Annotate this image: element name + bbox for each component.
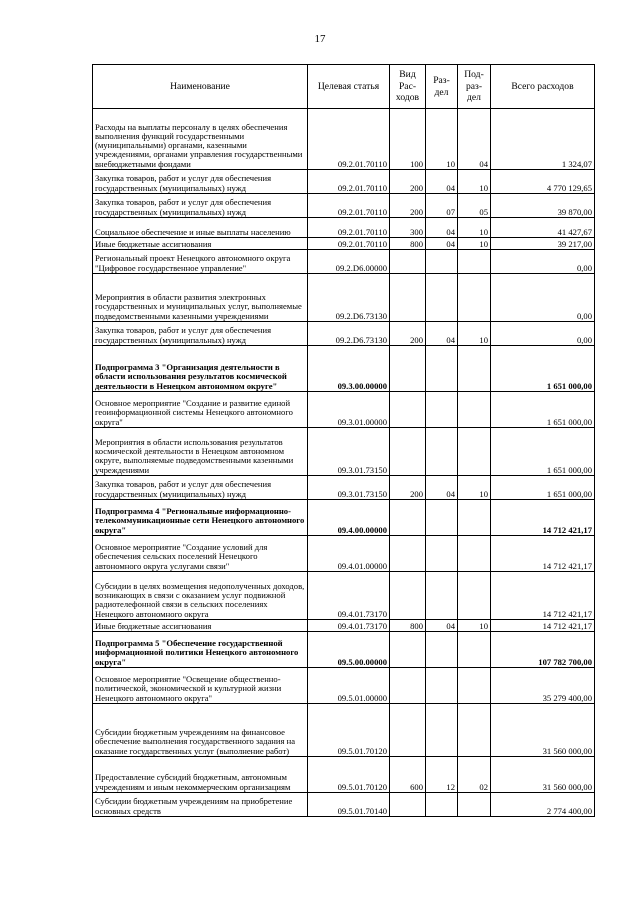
row-section bbox=[426, 793, 458, 817]
row-subsection: 10 bbox=[458, 620, 491, 632]
row-target-article: 09.2.01.70110 bbox=[308, 238, 390, 250]
row-name: Подпрограмма 5 "Обеспечение государственной информационной политики Ненецкого автономного округа" bbox=[93, 632, 308, 668]
row-name: Подпрограмма 4 "Региональные информационно-телекоммуникационные сети Ненецкого автономного округа" bbox=[93, 500, 308, 536]
row-name: Иные бюджетные ассигнования bbox=[93, 238, 308, 250]
row-subsection: 10 bbox=[458, 238, 491, 250]
row-expense-type: 600 bbox=[390, 757, 426, 793]
row-name: Подпрограмма 3 "Организация деятельности в области использования результатов космической деятельности в Ненецком автономном округе" bbox=[93, 346, 308, 392]
row-expense-type: 800 bbox=[390, 238, 426, 250]
row-name: Субсидии в целях возмещения недополученных доходов, возникающих в связи с оказанием услуг подвижной радиотелефонной связи в сельских поселениях Ненецкого автономного округа bbox=[93, 572, 308, 620]
row-expense-type: 800 bbox=[390, 620, 426, 632]
row-subsection bbox=[458, 793, 491, 817]
table-row bbox=[93, 322, 595, 346]
row-subsection bbox=[458, 250, 491, 274]
table-row bbox=[93, 500, 595, 536]
row-section bbox=[426, 536, 458, 572]
row-subsection: 10 bbox=[458, 170, 491, 194]
row-name: Региональный проект Ненецкого автономного округа "Цифровое государственное управление" bbox=[93, 250, 308, 274]
row-section bbox=[426, 704, 458, 757]
row-name: Закупка товаров, работ и услуг для обеспечения государственных (муниципальных) нужд bbox=[93, 194, 308, 218]
row-expense-type bbox=[390, 274, 426, 322]
row-expense-type bbox=[390, 392, 426, 428]
row-expense-type: 200 bbox=[390, 322, 426, 346]
row-name: Расходы на выплаты персоналу в целях обеспечения выполнения функций государственными (муниципальными) органами, казенными учреждениями, органами управления государственными внебюджетными фондами bbox=[93, 109, 308, 170]
row-subsection bbox=[458, 428, 491, 476]
row-section bbox=[426, 500, 458, 536]
row-subsection: 10 bbox=[458, 476, 491, 500]
row-section bbox=[426, 392, 458, 428]
row-total: 4 770 129,65 bbox=[491, 170, 595, 194]
row-name: Предоставление субсидий бюджетным, автономным учреждениям и иным некоммерческим организациям bbox=[93, 757, 308, 793]
row-total: 0,00 bbox=[491, 322, 595, 346]
row-expense-type: 100 bbox=[390, 109, 426, 170]
row-name: Основное мероприятие "Создание и развитие единой геоинформационной системы Ненецкого автономного округа" bbox=[93, 392, 308, 428]
row-expense-type bbox=[390, 793, 426, 817]
row-name: Субсидии бюджетным учреждениям на финансовое обеспечение выполнения государственного задания на оказание государственных услуг (выполнение работ) bbox=[93, 704, 308, 757]
row-target-article: 09.2.01.70110 bbox=[308, 170, 390, 194]
row-total: 1 324,07 bbox=[491, 109, 595, 170]
row-section bbox=[426, 572, 458, 620]
header-section: Раз- дел bbox=[426, 65, 458, 109]
table-row bbox=[93, 572, 595, 620]
header-expense-type: Вид Рас- ходов bbox=[390, 65, 426, 109]
row-total: 31 560 000,00 bbox=[491, 704, 595, 757]
row-subsection: 05 bbox=[458, 194, 491, 218]
row-target-article: 09.2.D6.73130 bbox=[308, 322, 390, 346]
table-row bbox=[93, 536, 595, 572]
row-subsection bbox=[458, 274, 491, 322]
row-expense-type bbox=[390, 428, 426, 476]
row-total: 107 782 700,00 bbox=[491, 632, 595, 668]
row-target-article: 09.2.D6.73130 bbox=[308, 274, 390, 322]
row-expense-type: 200 bbox=[390, 476, 426, 500]
row-expense-type bbox=[390, 632, 426, 668]
row-total: 14 712 421,17 bbox=[491, 500, 595, 536]
row-target-article: 09.4.01.73170 bbox=[308, 620, 390, 632]
row-total: 14 712 421,17 bbox=[491, 536, 595, 572]
row-expense-type: 200 bbox=[390, 194, 426, 218]
row-target-article: 09.2.D6.00000 bbox=[308, 250, 390, 274]
table-body bbox=[93, 109, 595, 817]
row-total: 2 774 400,00 bbox=[491, 793, 595, 817]
table-row bbox=[93, 218, 595, 238]
row-section: 04 bbox=[426, 238, 458, 250]
table-row bbox=[93, 428, 595, 476]
budget-expenditure-table bbox=[92, 64, 595, 817]
row-subsection bbox=[458, 572, 491, 620]
row-target-article: 09.5.01.00000 bbox=[308, 668, 390, 704]
row-name: Субсидии бюджетным учреждениям на приобретение основных средств bbox=[93, 793, 308, 817]
table-row bbox=[93, 194, 595, 218]
row-target-article: 09.5.00.00000 bbox=[308, 632, 390, 668]
row-target-article: 09.3.01.73150 bbox=[308, 476, 390, 500]
row-target-article: 09.3.00.00000 bbox=[308, 346, 390, 392]
row-name: Закупка товаров, работ и услуг для обеспечения государственных (муниципальных) нужд bbox=[93, 170, 308, 194]
header-name: Наименование bbox=[93, 65, 308, 109]
header-subsection: Под- раз- дел bbox=[458, 65, 491, 109]
row-expense-type bbox=[390, 668, 426, 704]
row-section bbox=[426, 668, 458, 704]
table-row bbox=[93, 109, 595, 170]
table-row bbox=[93, 668, 595, 704]
row-name: Основное мероприятие "Освещение общественно-политической, экономической и культурной жизни Ненецкого автономного округа" bbox=[93, 668, 308, 704]
row-subsection bbox=[458, 536, 491, 572]
row-section bbox=[426, 250, 458, 274]
row-target-article: 09.4.00.00000 bbox=[308, 500, 390, 536]
row-total: 0,00 bbox=[491, 250, 595, 274]
row-section bbox=[426, 632, 458, 668]
row-name: Закупка товаров, работ и услуг для обеспечения государственных (муниципальных) нужд bbox=[93, 476, 308, 500]
table-row bbox=[93, 757, 595, 793]
row-total: 1 651 000,00 bbox=[491, 428, 595, 476]
table-row bbox=[93, 793, 595, 817]
row-expense-type bbox=[390, 704, 426, 757]
row-subsection: 02 bbox=[458, 757, 491, 793]
row-name: Закупка товаров, работ и услуг для обеспечения государственных (муниципальных) нужд bbox=[93, 322, 308, 346]
row-target-article: 09.3.01.73150 bbox=[308, 428, 390, 476]
row-name: Иные бюджетные ассигнования bbox=[93, 620, 308, 632]
row-total: 39 870,00 bbox=[491, 194, 595, 218]
row-target-article: 09.4.01.73170 bbox=[308, 572, 390, 620]
table-row bbox=[93, 250, 595, 274]
row-subsection bbox=[458, 704, 491, 757]
row-section: 12 bbox=[426, 757, 458, 793]
row-name: Мероприятия в области развития электронных государственных и муниципальных услуг, выполняемые подведомственными казенными учреждениями bbox=[93, 274, 308, 322]
row-subsection bbox=[458, 668, 491, 704]
row-expense-type bbox=[390, 346, 426, 392]
row-section bbox=[426, 428, 458, 476]
row-total: 1 651 000,00 bbox=[491, 346, 595, 392]
row-total: 31 560 000,00 bbox=[491, 757, 595, 793]
row-subsection bbox=[458, 392, 491, 428]
row-target-article: 09.3.01.00000 bbox=[308, 392, 390, 428]
row-total: 1 651 000,00 bbox=[491, 392, 595, 428]
row-name: Социальное обеспечение и иные выплаты населению bbox=[93, 218, 308, 238]
row-target-article: 09.5.01.70120 bbox=[308, 757, 390, 793]
row-section: 07 bbox=[426, 194, 458, 218]
header-total-expenses: Всего расходов bbox=[491, 65, 595, 109]
row-target-article: 09.2.01.70110 bbox=[308, 109, 390, 170]
row-target-article: 09.5.01.70120 bbox=[308, 704, 390, 757]
row-subsection: 10 bbox=[458, 322, 491, 346]
row-section: 04 bbox=[426, 218, 458, 238]
row-name: Мероприятия в области использования результатов космической деятельности в Ненецком автономном округе, выполняемые подведомственными казенными учреждениями bbox=[93, 428, 308, 476]
table-row bbox=[93, 274, 595, 322]
row-subsection bbox=[458, 632, 491, 668]
row-total: 14 712 421,17 bbox=[491, 620, 595, 632]
table-row bbox=[93, 392, 595, 428]
row-expense-type bbox=[390, 536, 426, 572]
row-name: Основное мероприятие "Создание условий для обеспечения сельских поселений Ненецкого автономного округа услугами связи" bbox=[93, 536, 308, 572]
table-row bbox=[93, 238, 595, 250]
row-total: 0,00 bbox=[491, 274, 595, 322]
row-expense-type bbox=[390, 572, 426, 620]
row-total: 1 651 000,00 bbox=[491, 476, 595, 500]
row-total: 39 217,00 bbox=[491, 238, 595, 250]
table-row bbox=[93, 170, 595, 194]
row-subsection bbox=[458, 500, 491, 536]
row-section: 04 bbox=[426, 322, 458, 346]
row-expense-type bbox=[390, 250, 426, 274]
row-subsection: 10 bbox=[458, 218, 491, 238]
row-subsection: 04 bbox=[458, 109, 491, 170]
row-target-article: 09.2.01.70110 bbox=[308, 218, 390, 238]
row-total: 41 427,67 bbox=[491, 218, 595, 238]
row-expense-type bbox=[390, 500, 426, 536]
row-section: 04 bbox=[426, 476, 458, 500]
row-total: 35 279 400,00 bbox=[491, 668, 595, 704]
row-target-article: 09.2.01.70110 bbox=[308, 194, 390, 218]
table-row bbox=[93, 476, 595, 500]
table-row bbox=[93, 632, 595, 668]
row-section bbox=[426, 346, 458, 392]
row-section bbox=[426, 274, 458, 322]
row-section: 10 bbox=[426, 109, 458, 170]
table-header-row bbox=[93, 65, 595, 109]
row-expense-type: 300 bbox=[390, 218, 426, 238]
row-expense-type: 200 bbox=[390, 170, 426, 194]
row-total: 14 712 421,17 bbox=[491, 572, 595, 620]
table-row bbox=[93, 704, 595, 757]
row-target-article: 09.5.01.70140 bbox=[308, 793, 390, 817]
table-row bbox=[93, 346, 595, 392]
page-number: 17 bbox=[314, 33, 326, 45]
table-row bbox=[93, 620, 595, 632]
row-target-article: 09.4.01.00000 bbox=[308, 536, 390, 572]
header-target-article: Целевая статья bbox=[308, 65, 390, 109]
row-section: 04 bbox=[426, 620, 458, 632]
row-subsection bbox=[458, 346, 491, 392]
row-section: 04 bbox=[426, 170, 458, 194]
